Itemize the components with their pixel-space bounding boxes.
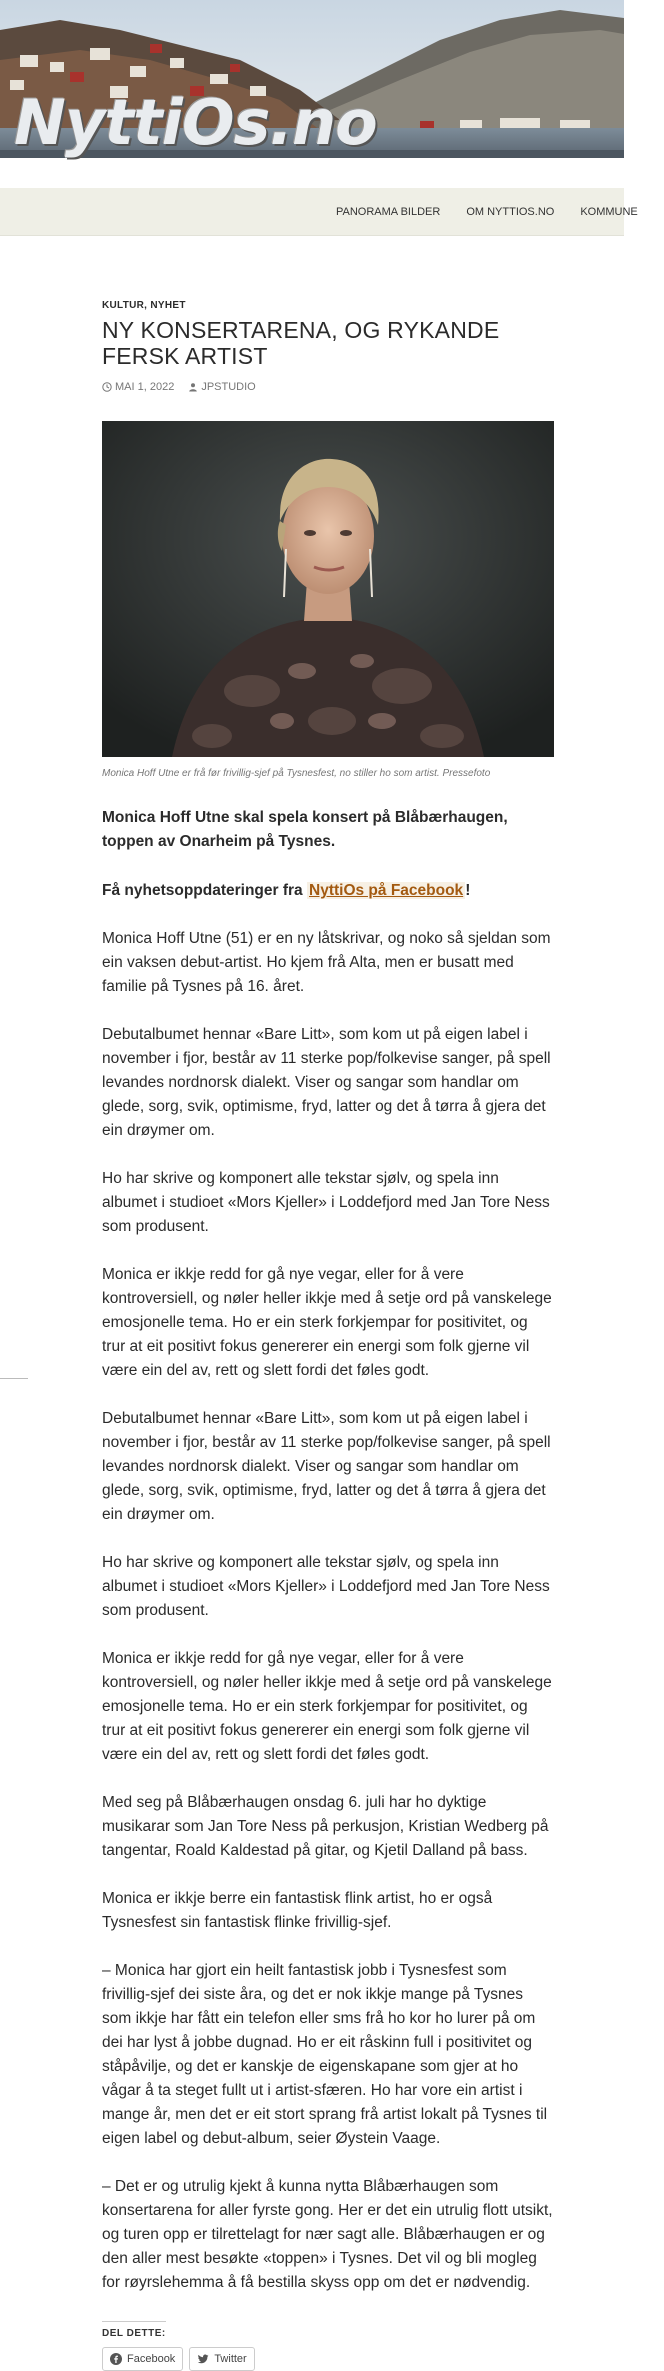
user-icon [188, 382, 198, 392]
share-twitter-button[interactable] [189, 2347, 254, 2371]
facebook-page-link[interactable]: NyttiOs på Facebook [309, 882, 464, 899]
main-navigation [0, 188, 638, 236]
article-meta [102, 381, 554, 393]
site-title[interactable]: NyttiOs.no [14, 86, 377, 159]
article-paragraph: Ho har skrive og komponert alle tekstar sjølv, og spela inn albumet i studioet «Mors Kjeller» i Loddefjord med Jan Tore Ness som produsent. [102, 1554, 550, 1619]
article-title: NY KONSERTARENA, OG RYKANDE FERSK ARTIST [102, 317, 500, 369]
article-paragraph: Monica er ikkje redd for gå nye vegar, eller for å vere kontroversiell, og nøler heller ikkje med å setje ord på vanskelege emosjonelle tema. Ho er ein sterk forkjempar for positivitet, og trur at eit positivt fokus genererer ein energi som folk gjerne vil være ein del av, rett og slett fordi det føles godt. [102, 1650, 552, 1763]
article-author[interactable]: JPSTUDIO [201, 381, 256, 393]
header-banner [0, 0, 624, 158]
follow-suffix: ! [465, 882, 471, 899]
facebook-follow [102, 879, 554, 903]
nav-item-panorama[interactable]: PANORAMA BILDER [336, 206, 441, 218]
article-date[interactable]: MAI 1, 2022 [115, 381, 175, 393]
article-paragraph: – Det er og utrulig kjekt å kunna nytta Blåbærhaugen som konsertarena for aller fyrste gong. Her er det ein utrulig flott utsikt, og turen opp er tilrettelagt for nær sagt alle. Blåbærhaugen er og den aller mest besøkte «toppen» i Tysnes. Det vil og bli mogleg for røyrslehemma å få bestilla skyss opp om det er nødvendig. [102, 2178, 553, 2291]
article-paragraph: Debutalbumet hennar «Bare Litt», som kom ut på eigen label i november i fjor, består av 11 sterke pop/folkevise sanger, på spell levandes nordnorsk dialekt. Viser og sangar som handlar om glede, sorg, svik, optimisme, fryd, latter og det å tørra å gjera det ein drøymer om. [102, 1410, 551, 1523]
article-paragraph: Monica Hoff Utne (51) er en ny låtskrivar, og noko så sjeldan som ein vaksen debut-artist. Ho kjem frå Alta, men er busatt med familie på Tysnes på 16. året. [102, 930, 551, 995]
facebook-icon [110, 2353, 122, 2365]
portrait-image [102, 421, 554, 757]
share-section [102, 2321, 554, 2371]
share-title: DEL DETTE: [102, 2328, 166, 2339]
article-paragraph: Debutalbumet hennar «Bare Litt», som kom ut på eigen label i november i fjor, består av 11 sterke pop/folkevise sanger, på spell levandes nordnorsk dialekt. Viser og sangar som handlar om glede, sorg, svik, optimisme, fryd, latter og det å tørra å gjera det ein drøymer om. [102, 1026, 551, 1139]
article-photo [102, 421, 554, 757]
clock-icon [102, 382, 112, 392]
article-paragraph: Monica er ikkje berre ein fantastisk flink artist, ho er også Tysnesfest sin fantastisk flinke frivillig-sjef. [102, 1890, 493, 1931]
category-link[interactable]: , NYHET [144, 300, 186, 311]
nav-menu [336, 188, 664, 236]
share-facebook-button[interactable] [102, 2347, 183, 2371]
nav-item-kommune[interactable]: KOMMUNE [580, 206, 638, 218]
category-link[interactable]: KULTUR [102, 300, 145, 311]
photo-caption: Monica Hoff Utne er frå før frivillig-sjef på Tysnesfest, no stiller ho som artist. Pressefoto [102, 768, 491, 779]
category-list [102, 300, 554, 311]
nav-item-om[interactable]: OM NYTTIOS.NO [466, 206, 555, 218]
twitter-icon [197, 2353, 209, 2365]
share-buttons [102, 2347, 554, 2371]
article-lead: Monica Hoff Utne skal spela konsert på Blåbærhaugen, toppen av Onarheim på Tysnes. [102, 809, 508, 850]
share-facebook-label: Facebook [127, 2353, 176, 2365]
article-paragraph: – Monica har gjort ein heilt fantastisk jobb i Tysnesfest som frivillig-sjef dei siste åra, og det er nok ikkje mange på Tysnes som ikkje har fått ein telefon eller sms frå ho kor ho lurer på om dei har lyst å jobbe dugnad. Ho er eit råskinn full i positivitet og ståpåvilje, og det er kanskje de eigenskapane som gjer at ho vågar å ta steget fullt ut i artist-sfæren. Ho har vore ein artist i mange år, men det er eit stort sprang frå artist lokalt på Tysnes til eigen label og debut-album, seier Øystein Vaage. [102, 1962, 548, 2147]
share-twitter-label: Twitter [214, 2353, 247, 2365]
follow-text: Få nyhetsoppdateringer fra [102, 882, 303, 899]
article-paragraph: Ho har skrive og komponert alle tekstar sjølv, og spela inn albumet i studioet «Mors Kjeller» i Loddefjord med Jan Tore Ness som produsent. [102, 1170, 550, 1235]
article [102, 300, 554, 2371]
share-divider [102, 2321, 166, 2322]
side-divider [0, 1378, 28, 1379]
article-paragraph: Monica er ikkje redd for gå nye vegar, eller for å vere kontroversiell, og nøler heller ikkje med å setje ord på vanskelege emosjonelle tema. Ho er ein sterk forkjempar for positivitet, og trur at eit positivt fokus genererer ein energi som folk gjerne vil være ein del av, rett og slett fordi det føles godt. [102, 1266, 552, 1379]
article-paragraph: Med seg på Blåbærhaugen onsdag 6. juli har ho dyktige musikarar som Jan Tore Ness på perkusjon, Kristian Wedberg på tangentar, Roald Kaldestad på gitar, og Kjetil Dalland på bass. [102, 1794, 549, 1859]
